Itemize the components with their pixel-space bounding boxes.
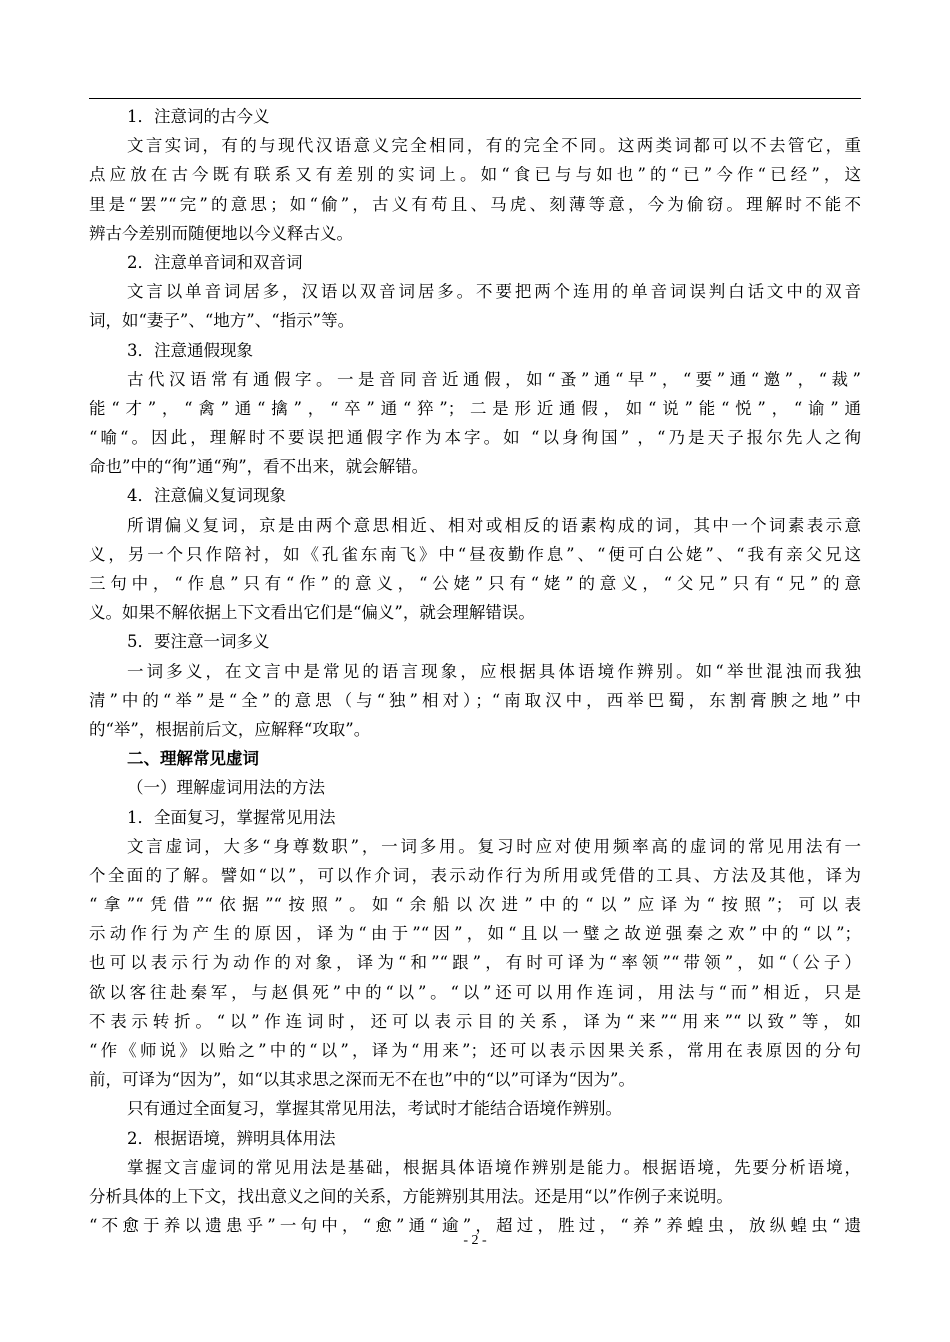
text-line: 清”中的“举”是“全”的意思（与“独”相对）；“南取汉中，西举巴蜀，东割膏腴之地”中 bbox=[89, 690, 861, 710]
text-line: 欲以客往赴秦军，与赵俱死”中的“以”。“以”还可以用作连词，用法与“而”相近，只是 bbox=[89, 982, 861, 1002]
text-line: “拿”“凭借”“依据”“按照”。如“余船以次进”中的“以”应译为“按照”；可以表 bbox=[89, 895, 861, 915]
text-line: 义。如果不解依据上下文看出它们是“偏义”，就会理解错误。 bbox=[89, 603, 535, 623]
text-line: 里是“罢”“完”的意思；如“偷”，古义有苟且、马虎、刻薄等意，今为偷窃。理解时不能不 bbox=[89, 194, 861, 214]
body-text bbox=[89, 102, 861, 1240]
text-line: 二、理解常见虚词 bbox=[127, 749, 259, 769]
text-line: 文言虚词，大多“身尊数职”，一词多用。复习时应对使用频率高的虚词的常见用法有一 bbox=[127, 836, 861, 856]
text-line: 点应放在古今既有联系又有差别的实词上。如“食已与与如也”的“已”今作“已经”，这 bbox=[89, 165, 861, 185]
text-line: 1．全面复习，掌握常见用法 bbox=[127, 807, 336, 827]
text-line: 个全面的了解。譬如“以”，可以作介词，表示动作行为所用或凭借的工具、方法及其他，译为 bbox=[89, 865, 861, 885]
text-line: 2．注意单音词和双音词 bbox=[127, 252, 303, 272]
text-line: 命也”中的“徇”通“殉”，看不出来，就会解错。 bbox=[89, 457, 429, 477]
text-line: （一）理解虚词用法的方法 bbox=[127, 778, 325, 798]
text-line: 三句中，“作息”只有“作”的意义，“公姥”只有“姥”的意义，“父兄”只有“兄”的意 bbox=[89, 574, 861, 593]
text-line: 3．注意通假现象 bbox=[127, 340, 253, 360]
page-number: - 2 - bbox=[463, 1233, 487, 1248]
text-line: 只有通过全面复习，掌握其常见用法，考试时才能结合语境作辨别。 bbox=[127, 1099, 622, 1119]
text-line: “不愈于养以遗患乎”一句中，“愈”通“逾”，超过，胜过，“养”养蝗虫，放纵蝗虫“遗 bbox=[89, 1216, 861, 1236]
text-line: 5．要注意一词多义 bbox=[127, 632, 270, 652]
text-line: 前，可译为“因为”，如“以其求思之深而无不在也”中的“以”可译为“因为”。 bbox=[89, 1070, 635, 1090]
text-line: 4．注意偏义复词现象 bbox=[127, 486, 286, 506]
text-line: 古代汉语常有通假字。一是音同音近通假，如“蚤”通“早”，“要”通“邀”，“裁” bbox=[127, 369, 861, 389]
text-line: 的“举”，根据前后文，应解释“攻取”。 bbox=[89, 719, 371, 739]
text-line: 辨古今差别而随便地以今义释古义。 bbox=[89, 223, 353, 243]
text-line: 也可以表示行为动作的对象，译为“和”“跟”，有时可译为“率领”“带领”，如“（公子） bbox=[89, 953, 861, 973]
text-line: 一词多义，在文言中是常见的语言现象，应根据具体语境作辨别。如“举世混浊而我独 bbox=[127, 661, 861, 681]
text-line: 2．根据语境，辨明具体用法 bbox=[127, 1128, 336, 1148]
text-line: 分析具体的上下文，找出意义之间的关系，方能辨别其用法。还是用“以”作例子来说明。 bbox=[89, 1186, 733, 1206]
text-line: 示动作行为产生的原因，译为“由于”“因”，如“且以一璧之故逆强秦之欢”中的“以”； bbox=[89, 924, 861, 944]
text-line: 不表示转折。“以”作连词时，还可以表示目的关系，译为“来”“用来”“以致”等，如 bbox=[89, 1011, 861, 1031]
text-line: 能“才”，“禽”通“擒”，“卒”通“猝”；二是形近通假，如“说”能“悦”，“谕”通 bbox=[89, 398, 861, 418]
text-line: “喻“。因此，理解时不要误把通假字作为本字。如 “以身徇国” ，“乃是天子报尔先人之徇 bbox=[89, 428, 861, 448]
text-line: 文言以单音词居多，汉语以双音词居多。不要把两个连用的单音词误判白话文中的双音 bbox=[127, 282, 861, 302]
text-line: 掌握文言虚词的常见用法是基础，根据具体语境作辨别是能力。根据语境，先要分析语境， bbox=[127, 1157, 861, 1177]
header-rule bbox=[89, 98, 861, 99]
text-line: 义，另一个只作陪衬，如《孔雀东南飞》中“昼夜勤作息”、“便可白公姥”、“我有亲父兄这 bbox=[89, 544, 861, 564]
text-line: “作《师说》以贻之”中的“以”，译为“用来”；还可以表示因果关系，常用在表原因的分句 bbox=[89, 1041, 861, 1060]
text-line: 词，如“妻子”、“地方”、“指示”等。 bbox=[89, 311, 355, 331]
text-line: 1．注意词的古今义 bbox=[127, 107, 270, 126]
text-line: 所谓偏义复词，京是由两个意思相近、相对或相反的语素构成的词，其中一个词素表示意 bbox=[127, 515, 861, 535]
text-line: 文言实词，有的与现代汉语意义完全相同，有的完全不同。这两类词都可以不去管它，重 bbox=[127, 136, 861, 156]
